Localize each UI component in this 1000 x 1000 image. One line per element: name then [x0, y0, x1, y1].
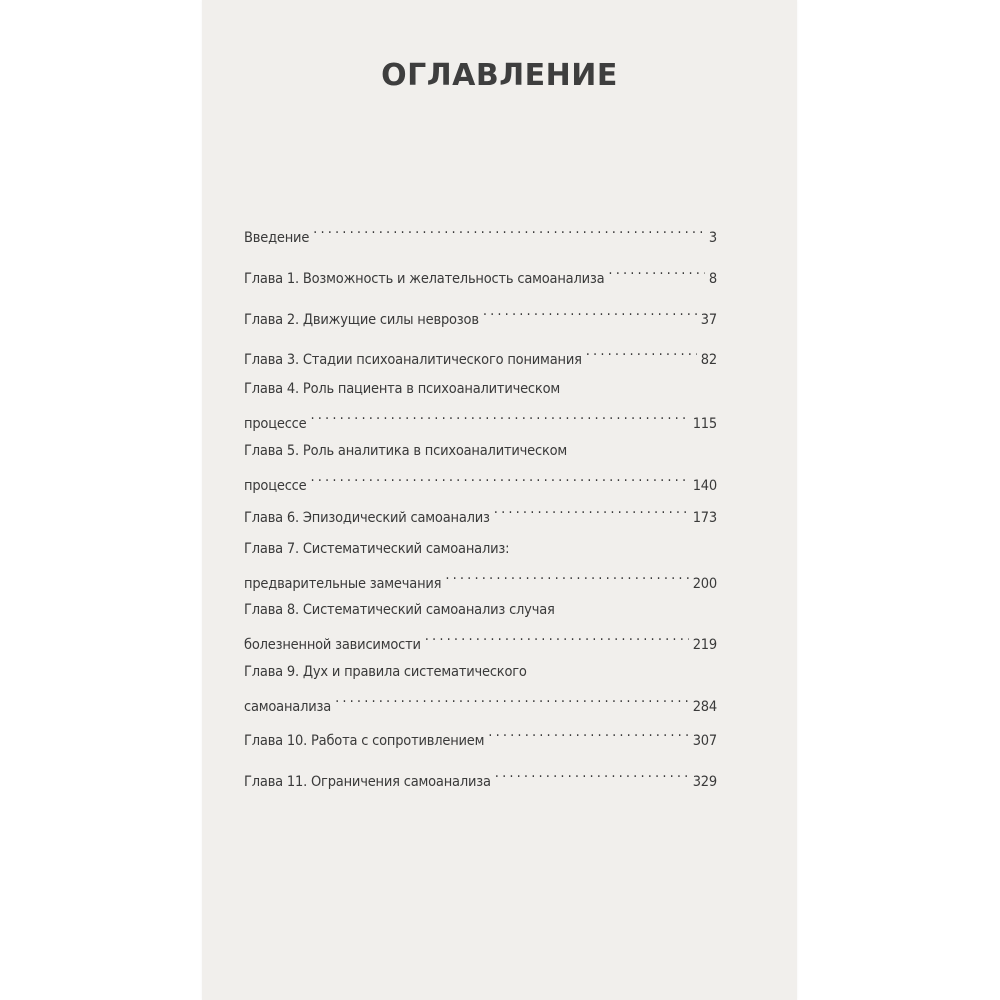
toc-entry-title: Глава 6. Эпизодический самоанализ — [244, 510, 490, 526]
toc-entry-chapter-6 — [244, 496, 717, 526]
toc-entry-title-continued: предварительные замечания — [244, 576, 442, 592]
dot-leader — [586, 338, 697, 364]
toc-entry-title-continued: самоанализа — [244, 699, 332, 715]
toc-page-number: 140 — [692, 478, 717, 494]
toc-page-number: 115 — [692, 416, 717, 432]
toc-entry-chapter-4 — [244, 376, 717, 432]
toc-page-number: 173 — [692, 510, 717, 526]
toc-page-number: 82 — [700, 352, 717, 368]
toc-entry-title-continued: процессе — [244, 416, 307, 432]
dot-leader — [313, 216, 705, 242]
toc-entry-title: Глава 4. Роль пациента в психоаналитическом — [244, 381, 561, 397]
toc-entry-title: Глава 9. Дух и правила систематического — [244, 664, 527, 680]
toc-entry-chapter-2 — [244, 298, 717, 328]
toc-entry-title: Глава 11. Ограничения самоанализа — [244, 774, 491, 790]
dot-leader — [495, 760, 689, 786]
toc-entry-introduction — [244, 216, 717, 246]
dot-leader — [445, 562, 688, 588]
toc-entry-title: Глава 2. Движущие силы неврозов — [244, 312, 479, 328]
toc-entry-chapter-1 — [244, 257, 717, 287]
toc-entry-chapter-5 — [244, 438, 717, 494]
toc-entry-title: Глава 3. Стадии психоаналитического понимания — [244, 352, 582, 368]
toc-page-number: 37 — [700, 312, 717, 328]
dot-leader — [608, 257, 704, 283]
toc-page-number: 284 — [692, 699, 717, 715]
toc-entry-chapter-11 — [244, 760, 717, 790]
dot-leader — [488, 719, 688, 745]
toc-entry-chapter-9 — [244, 659, 717, 715]
dot-leader — [425, 623, 689, 649]
toc-entry-title: Введение — [244, 230, 310, 246]
toc-entry-title-continued: болезненной зависимости — [244, 637, 421, 653]
toc-page-number: 329 — [692, 774, 717, 790]
toc-entry-title: Глава 1. Возможность и желательность самоанализа — [244, 271, 605, 287]
toc-page-number: 3 — [708, 230, 717, 246]
toc-entry-title: Глава 8. Систематический самоанализ случая — [244, 602, 555, 618]
dot-leader — [483, 298, 697, 324]
dot-leader — [494, 496, 689, 522]
toc-page-number: 219 — [692, 637, 717, 653]
toc-entry-chapter-10 — [244, 719, 717, 749]
page-title: ОГЛАВЛЕНИЕ — [381, 58, 618, 93]
toc-entry-title: Глава 5. Роль аналитика в психоаналитическом — [244, 443, 568, 459]
toc-entry-chapter-3 — [244, 338, 717, 368]
toc-entry-title: Глава 10. Работа с сопротивлением — [244, 733, 485, 749]
dot-leader — [310, 464, 688, 490]
toc-page-number: 8 — [708, 271, 717, 287]
toc-entry-title-continued: процессе — [244, 478, 307, 494]
toc-entry-chapter-7 — [244, 536, 717, 592]
toc-entry-chapter-8 — [244, 597, 717, 653]
book-page — [202, 0, 797, 1000]
toc-page-number: 307 — [692, 733, 717, 749]
toc-page-number: 200 — [692, 576, 717, 592]
dot-leader — [335, 685, 689, 711]
toc-entry-title: Глава 7. Систематический самоанализ: — [244, 541, 510, 557]
dot-leader — [310, 402, 688, 428]
